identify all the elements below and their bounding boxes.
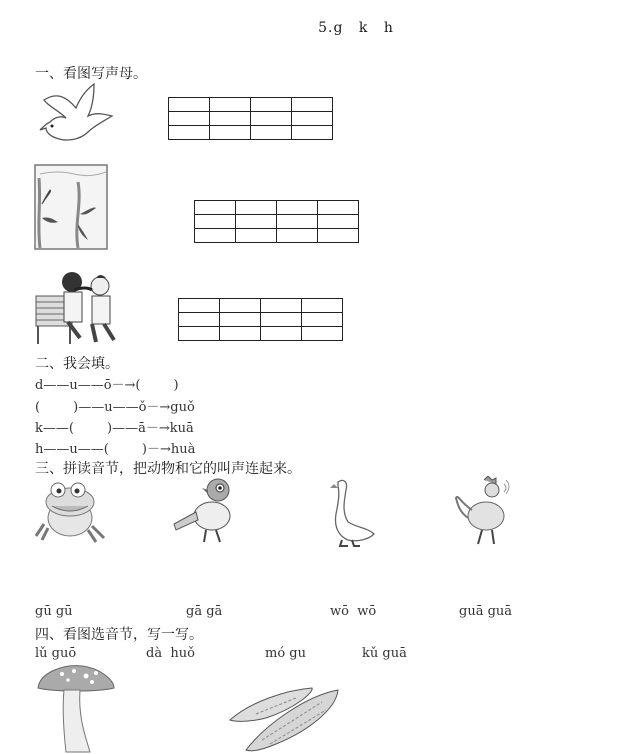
water-plants-icon	[34, 164, 108, 250]
children-on-bench-icon	[34, 268, 124, 346]
section-1-heading: 一、看图写声母。	[35, 66, 147, 82]
option-luguo: lǔ guō	[35, 646, 77, 661]
sound-gugu[interactable]: gū gū	[35, 604, 73, 619]
bitter-melon-icon	[226, 680, 344, 754]
bird-icon	[170, 476, 236, 546]
sound-wowo[interactable]: wō wō	[330, 604, 377, 619]
rooster-icon	[454, 476, 512, 548]
page-title: 5.g k h	[318, 20, 394, 36]
fill-in-line-2[interactable]: ( )——u——ǒ－→guǒ	[35, 400, 195, 415]
section-4-heading: 四、看图选音节，写一写。	[35, 627, 203, 643]
option-kugua: kǔ guā	[362, 646, 407, 661]
fill-in-line-1[interactable]: d——u——ō－→( )	[35, 378, 179, 393]
writing-grid-3[interactable]	[178, 298, 343, 341]
section-3-heading: 三、拼读音节，把动物和它的叫声连起来。	[35, 461, 301, 477]
fill-in-line-4[interactable]: h——u——( )－→huà	[35, 442, 196, 457]
option-mogu: mó gu	[265, 646, 306, 661]
writing-grid-1[interactable]	[168, 97, 333, 140]
frog-icon	[34, 478, 108, 544]
sound-guagua[interactable]: guā guā	[459, 604, 513, 619]
writing-grid-2[interactable]	[194, 200, 359, 243]
mushroom-icon	[34, 664, 116, 754]
goose-icon	[328, 476, 378, 548]
sound-gaga[interactable]: gā gā	[186, 604, 223, 619]
fill-in-line-3[interactable]: k——( )——ā－→kuā	[35, 421, 194, 436]
option-dahuo: dà huǒ	[146, 646, 195, 661]
dove-icon	[36, 82, 114, 144]
section-2-heading: 二、我会填。	[35, 356, 119, 372]
